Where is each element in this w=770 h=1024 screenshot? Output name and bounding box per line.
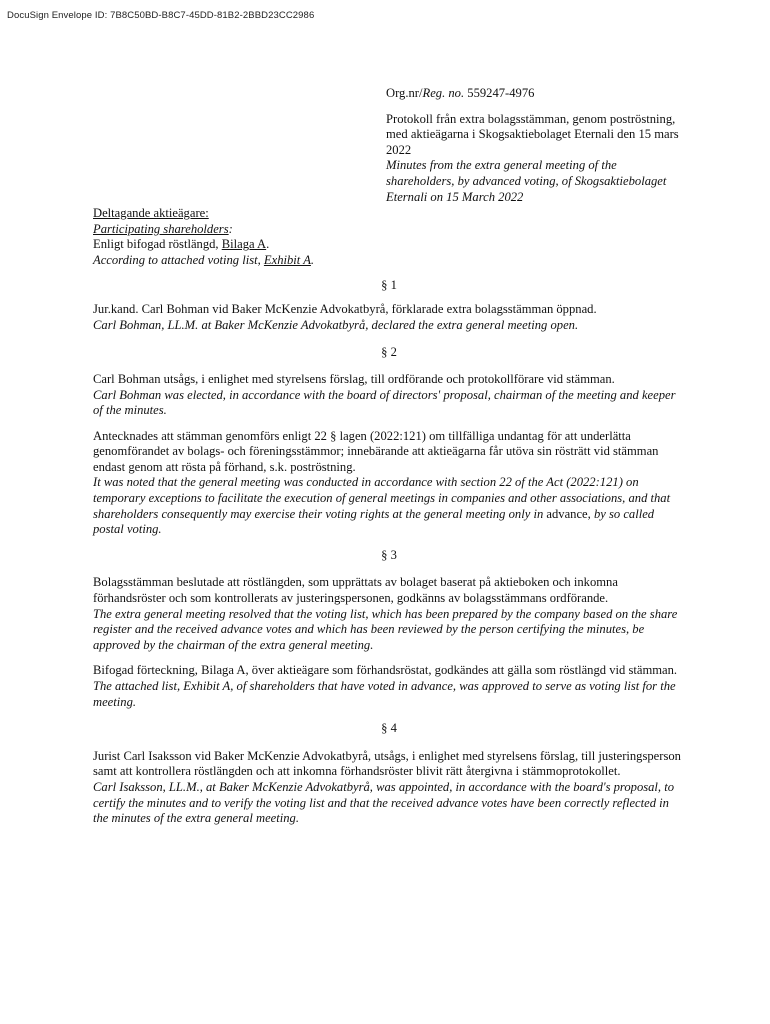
section-2-p2-en — [93, 475, 685, 537]
minutes-document — [93, 86, 685, 836]
section-1-paragraph — [93, 302, 685, 333]
section-2-p2-sv: Antecknades att stämman genomförs enligt 22 § lagen (2022:121) om tillfälliga undantag för att underlätta genomförandet av bolags- och föreningsstämmor; innebärande att aktieägarna får utöva sin rösträtt vid stämman endast genom att rösta på förhand, s.k. poströstning. — [93, 428, 659, 474]
section-mark-4: § 4 — [381, 721, 397, 736]
orgnr-value: 559247-4976 — [464, 86, 535, 100]
section-mark-2: § 2 — [381, 345, 397, 360]
participants-block — [93, 206, 685, 268]
participants-list-sv — [93, 237, 685, 253]
title-english: Minutes from the extra general meeting of the shareholders, by advanced voting, of Skogsaktiebolaget Eternali on 15 March 2022 — [386, 158, 667, 204]
document-header — [386, 86, 686, 205]
title-swedish: Protokoll från extra bolagsstämman, genom poströstning, med aktieägarna i Skogsaktiebolaget Eternali den 15 mars 2022 — [386, 111, 679, 157]
participants-heading-en: Participating shareholders — [93, 221, 229, 236]
section-3-p2-en: The attached list, Exhibit A, of shareholders that have voted in advance, was approved to serve as voting list for the meeting. — [93, 679, 676, 709]
section-1-text-en: Carl Bohman, LL.M. at Baker McKenzie Advokatbyrå, declared the extra general meeting open. — [93, 317, 579, 332]
participants-list-en-text: According to attached voting list, — [93, 252, 264, 267]
section-mark-3: § 3 — [381, 547, 397, 562]
docusign-envelope-id: DocuSign Envelope ID: 7B8C50BD-B8C7-45DD-81B2-2BBD23CC2986 — [7, 10, 315, 21]
organization-number — [386, 86, 686, 102]
section-4-text-sv: Jurist Carl Isaksson vid Baker McKenzie Advokatbyrå, utsågs, i enlighet med styrelsens förslag, till justeringsperson samt att kontrollera röstlängden och att inkomna förhandsröster blivit rätt återgivna i stämmoprotokollet. — [93, 748, 681, 779]
section-3-paragraph-1 — [93, 575, 685, 653]
participants-list-en-suffix: . — [310, 252, 315, 267]
section-3-p1-sv: Bolagsstämman beslutade att röstlängden, som upprättats av bolaget baserat på aktieboken och inkomna förhandsröster och som kontrollerats av justeringspersonen, godkänns av bolagsstämmans ordförande. — [93, 575, 618, 606]
exhibit-a-link[interactable]: Exhibit A — [263, 252, 311, 267]
section-3-p1-en: The extra general meeting resolved that the voting list, which has been prepared by the company based on the share register and the received advance votes and which has been reviewed by the person certifying the minutes, be approved by the chairman of the extra general meeting. — [93, 606, 678, 652]
section-2-p2-en-b: advance — [543, 506, 588, 521]
section-2-p1-sv: Carl Bohman utsågs, i enlighet med styrelsens förslag, till ordförande och protokollförare vid stämman. — [93, 371, 615, 386]
section-3-p2-sv: Bifogad förteckning, Bilaga A, över aktieägare som förhandsröstat, godkändes att gälla som röstlängd vid stämman. — [93, 663, 678, 678]
section-2-paragraph-2 — [93, 429, 685, 538]
section-2-p2-en-c: , by so called postal voting. — [93, 506, 655, 537]
section-4-paragraph — [93, 749, 685, 827]
section-3-paragraph-2 — [93, 663, 685, 710]
section-1-text-sv: Jur.kand. Carl Bohman vid Baker McKenzie Advokatbyrå, förklarade extra bolagsstämman öppnad. — [93, 302, 597, 317]
section-2-p2-en-a: It was noted that the general meeting was conducted in accordance with section 22 of the Act (2022:121) on temporary exceptions to facilitate the execution of general meetings in companies and other associations, and that shareholders consequently may exercise their voting rights at the general meeting only in — [93, 475, 671, 521]
participants-heading-en-colon: : — [228, 221, 233, 236]
orgnr-prefix: Org.nr/ — [386, 86, 423, 100]
section-mark-1: § 1 — [381, 277, 397, 292]
participants-list-sv-suffix: . — [266, 237, 270, 252]
participants-list-sv-text: Enligt bifogad röstlängd, — [93, 237, 222, 252]
section-4-text-en: Carl Isaksson, LL.M., at Baker McKenzie Advokatbyrå, was appointed, in accordance with the board's proposal, to certify the minutes and to verify the voting list and that the received advance votes have been correctly reflected in the minutes of the extra general meeting. — [93, 779, 675, 826]
section-2-paragraph-1 — [93, 372, 685, 419]
bilaga-a-link[interactable]: Bilaga A — [221, 237, 267, 252]
section-2-p1-en: Carl Bohman was elected, in accordance with the board of directors' proposal, chairman of the meeting and keeper of the minutes. — [93, 387, 676, 418]
participants-heading-sv: Deltagande aktieägare: — [93, 206, 209, 221]
orgnr-reg-label: Reg. no. — [422, 86, 465, 100]
participants-list-en — [93, 253, 685, 269]
